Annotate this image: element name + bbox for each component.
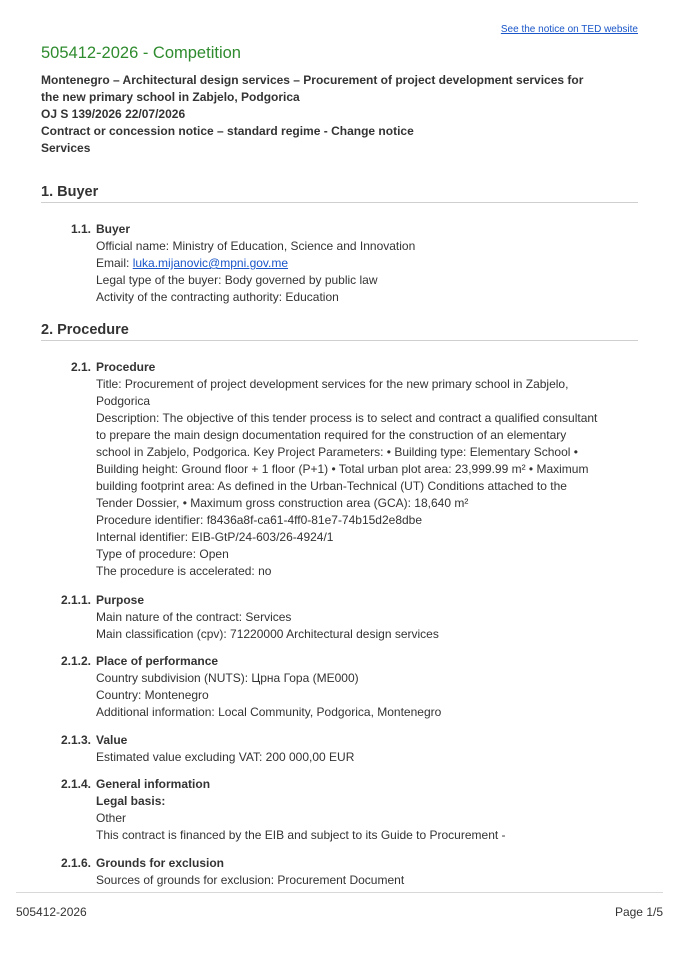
email-label: Email:: [96, 256, 133, 270]
procedure-line: Internal identifier: EIB-GtP/24-603/26-4924/1: [96, 530, 334, 544]
procedure-line: Type of procedure: Open: [96, 547, 229, 561]
general-info-line: Other: [96, 811, 127, 825]
procedure-line: The procedure is accelerated: no: [96, 564, 272, 578]
subsection-number: 2.1.1.: [60, 593, 91, 607]
value-line: Estimated value excluding VAT: 200 000,00 EUR: [96, 750, 355, 764]
subsection-2-1-3: [41, 732, 641, 766]
procedure-line: to prepare the main design documentation required for the construction of an elementary: [96, 428, 567, 442]
subsection-title: Value: [96, 733, 128, 747]
place-line: Country subdivision (NUTS): Црна Гора (ME000): [96, 671, 359, 685]
general-info-line: This contract is financed by the EIB and subject to its Guide to Procurement -: [96, 828, 506, 842]
subsection-2-1-2: [41, 653, 641, 721]
exclusion-line: Sources of grounds for exclusion: Procurement Document: [96, 873, 405, 887]
subsection-title: Purpose: [96, 593, 145, 607]
subsection-2-1: [41, 359, 641, 580]
subsection-1-1: [41, 221, 641, 306]
procedure-line: Procedure identifier: f8436a8f-ca61-4ff0-81e7-74b15d2e8dbe: [96, 513, 423, 527]
subsection-title: General information: [96, 777, 211, 791]
procedure-line: Podgorica: [96, 394, 151, 408]
procedure-line: Description: The objective of this tender process is to select and contract a qualified consultant: [96, 411, 598, 425]
subsection-2-1-4: [41, 776, 641, 844]
place-line: Additional information: Local Community, Podgorica, Montenegro: [96, 705, 442, 719]
email-link[interactable]: luka.mijanovic@mpni.gov.me: [132, 256, 289, 270]
procedure-line: Building height: Ground floor + 1 floor (P+1) • Total urban plot area: 23,999.99 m² • Maximum: [96, 462, 589, 476]
official-name: Official name: Ministry of Education, Science and Innovation: [96, 239, 416, 253]
page-number: Page 1/5: [614, 905, 663, 919]
summary-line: Services: [41, 141, 91, 155]
subsection-number: 2.1.4.: [60, 777, 91, 791]
procedure-line: building footprint area: As defined in the Urban-Technical (UT) Conditions attached to the: [96, 479, 567, 493]
subsection-title: Buyer: [96, 222, 131, 236]
notice-summary: [41, 72, 641, 157]
subsection-2-1-1: [41, 592, 641, 643]
section-heading-procedure: 2. Procedure: [41, 322, 638, 341]
subsection-title: Place of performance: [96, 654, 219, 668]
section-heading-buyer: 1. Buyer: [41, 184, 638, 203]
subsection-title: Procedure: [96, 360, 156, 374]
subsection-number: 2.1.6.: [60, 856, 91, 870]
legal-type: Legal type of the buyer: Body governed by public law: [96, 273, 378, 287]
footer-notice-id: 505412-2026: [16, 905, 87, 919]
procedure-line: Title: Procurement of project development services for the new primary school in Zabjelo,: [96, 377, 569, 391]
place-line: Country: Montenegro: [96, 688, 209, 702]
purpose-line: Main classification (cpv): 71220000 Architectural design services: [96, 627, 439, 641]
procedure-line: school in Zabjelo, Podgorica. Key Project Parameters: • Building type: Elementary School •: [96, 445, 578, 459]
subsection-title: Grounds for exclusion: [96, 856, 225, 870]
notice-title: 505412-2026 - Competition: [41, 44, 241, 62]
subsection-2-1-6: [41, 855, 641, 889]
summary-line: OJ S 139/2026 22/07/2026: [41, 107, 186, 121]
email-row: [96, 255, 641, 272]
footer-divider: [16, 892, 663, 893]
purpose-line: Main nature of the contract: Services: [96, 610, 292, 624]
legal-basis-label: Legal basis:: [96, 794, 166, 808]
summary-line: the new primary school in Zabjelo, Podgorica: [41, 90, 300, 104]
summary-line: Montenegro – Architectural design services – Procurement of project development services for: [41, 73, 584, 87]
procedure-line: Tender Dossier, • Maximum gross construction area (GCA): 18,640 m²: [96, 496, 469, 510]
ted-website-link[interactable]: See the notice on TED website: [500, 24, 638, 35]
subsection-number: 2.1.3.: [60, 733, 91, 747]
subsection-number: 2.1.2.: [60, 654, 91, 668]
activity: Activity of the contracting authority: Education: [96, 290, 339, 304]
subsection-number: 1.1.: [70, 222, 91, 236]
subsection-number: 2.1.: [70, 360, 91, 374]
summary-line: Contract or concession notice – standard regime - Change notice: [41, 124, 414, 138]
